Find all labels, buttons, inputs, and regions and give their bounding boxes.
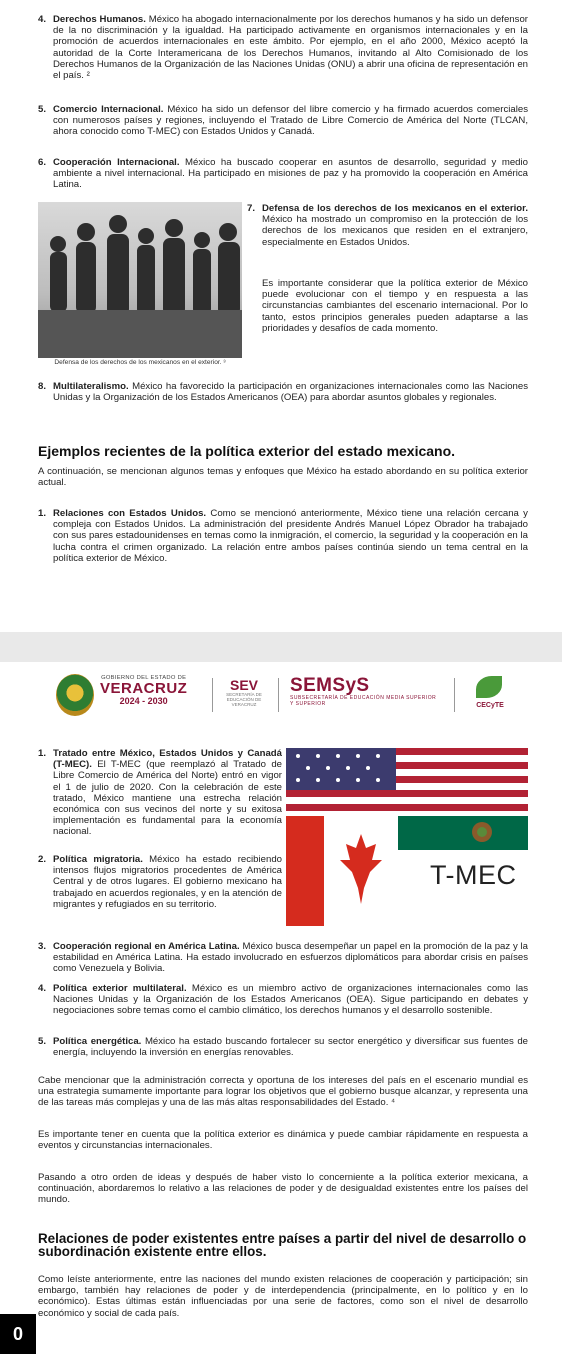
divider [212, 678, 213, 712]
item-number: 5. [38, 1036, 47, 1047]
item-text: México ha estado recibiendo intensos flujos migratorios procedentes de América Central y de otros lugares. El gobierno mexicano ha trabajado en acuerdos regionales, y en la atención de migrantes y refugiados en su territorio. [53, 854, 282, 910]
tmec-image [286, 748, 528, 938]
item-number: 2. [38, 854, 47, 865]
cecyte-logo: CECyTE [462, 676, 518, 716]
page-one [0, 0, 562, 632]
list-item-us-relations [38, 508, 528, 564]
item-number: 4. [38, 14, 47, 25]
paragraph-dynamic-policy: Es importante tener en cuenta que la política exterior es dinámica y puede cambiar rápidamente en respuesta a eventos y circunstancias internacionales. [38, 1129, 528, 1152]
intro-paragraph: A continuación, se mencionan algunos temas y enfoques que México ha estado abordando en su política exterior actual. [38, 466, 528, 489]
item-text: México ha buscado cooperar en asuntos de desarrollo, seguridad y medio ambiente a nivel internacional. Ha participado en misiones de paz y ha promovido la cooperación en América Latina. [53, 157, 528, 191]
migrants-photo [38, 202, 242, 367]
item-text: Como se mencionó anteriormente, México tiene una relación cercana y compleja con Estados Unidos. La administración del presidente Andrés Manuel López Obrador ha trabajado con sus pares estadounidenses en temas como la inmigración, el comercio, la seguridad y la cooperación en la lucha contra el crimen organizado. La relación entre ambos países continúa siendo un tema central en la política exterior de México. [53, 508, 528, 564]
flags-illustration [286, 748, 528, 938]
item-number: 8. [38, 381, 47, 392]
item-title: Derechos Humanos. [53, 14, 146, 25]
item-number: 1. [38, 508, 47, 519]
institution-header [56, 672, 526, 722]
tmec-label: T-MEC [430, 860, 517, 890]
item-title: Defensa de los derechos de los mexicanos en el exterior. [262, 203, 528, 214]
list-item-tmec [38, 748, 282, 838]
item-number: 7. [247, 203, 256, 214]
page-separator [0, 632, 562, 662]
item-text: México busca desempeñar un papel en la promoción de la paz y la estabilidad en América Latina. Ha estado involucrado en esfuerzos diplomáticos para abordar crisis en países como Venezuela y Bolivia. [53, 941, 528, 975]
page-number-badge: 0 [0, 1314, 36, 1354]
item-text: México ha estado buscando fortalecer su sector energético y diversificar sus fuentes de energía, incluyendo la inversión en energías renovables. [53, 1036, 528, 1059]
divider [454, 678, 455, 712]
item-number: 1. [38, 748, 47, 759]
item-title: Relaciones con Estados Unidos. [53, 508, 207, 519]
section-heading: Relaciones de poder existentes entre países a partir del nivel de desarrollo o subordinación existente entre ellos. [38, 1231, 527, 1259]
section-heading: Ejemplos recientes de la política exterior del estado mexicano. [38, 443, 456, 459]
item-title: Política migratoria. [53, 854, 143, 865]
government-logo: GOBIERNO DEL ESTADO DE VERACRUZ 2024 - 2030 [100, 675, 188, 706]
foreign-policy-note: Es importante considerar que la política exterior de México puede evolucionar con el tiempo y en respuesta a las circunstancias cambiantes del escenario internacional. Por lo tanto, estos principios generales pueden adaptarse a las prioridades y desafíos de cada momento. [262, 278, 528, 334]
item-title: Cooperación Internacional. [53, 157, 180, 168]
item-number: 6. [38, 157, 47, 168]
item-title: Cooperación regional en América Latina. [53, 941, 240, 952]
item-title: Tratado entre México, Estados Unidos y Canadá (T-MEC). [53, 748, 282, 771]
item-title: Política exterior multilateral. [53, 983, 187, 994]
item-text: México ha abogado internacionalmente por los derechos humanos y ha sido un defensor de la no discriminación y la igualdad. Ha participado activamente en organismos internacionales y en la promoción de acuerdos internacionales en este ámbito. Por ejemplo, en el año 2000, México aceptó la autoridad de la Corte Interamericana de los Derechos Humanos, invitando al Alto Comisionado de los Derechos Humanos de la Organización de las Naciones Unidas (ONU) a abrir una oficina de representación en el país. ² [53, 14, 528, 82]
veracruz-seal-icon [56, 674, 94, 716]
us-flag-icon [286, 748, 528, 818]
item-text: El T-MEC (que reemplazó al Tratado de Libre Comercio de América del Norte) entró en vigor el 1 de julio de 2020. Con la celebración de este tratado, México mantiene una estrecha relación económica con sus vecinos del norte y su exitosa implementación es fundamental para la economía nacional. [53, 759, 282, 838]
list-item-multilateralism [38, 381, 528, 403]
sev-logo: SEV SECRETARÍA DE EDUCACIÓN DE VERACRUZ [226, 677, 262, 707]
divider [278, 678, 279, 712]
list-item-energy-policy [38, 1036, 528, 1058]
item-text: México ha sido un defensor del libre comercio y ha firmado acuerdos comerciales con numerosos países y regiones, incluyendo el Tratado de Libre Comercio de América del Norte (TLCAN, ahora conocido como T-MEC) con Estados Unidos y Canadá. [53, 104, 528, 138]
item-number: 4. [38, 983, 47, 994]
list-item-regional-cooperation [38, 941, 528, 975]
photo-caption: Defensa de los derechos de los mexicanos en el exterior. ³ [38, 358, 242, 367]
item-title: Comercio Internacional. [53, 104, 164, 115]
list-item-mexicans-abroad [247, 203, 528, 248]
paragraph-administration: Cabe mencionar que la administración correcta y oportuna de los intereses del país en el escenario mundial es una estrategia sumamente importante para lograr los objetivos que el gobierno busque alcanzar, y representa una de las tareas más complejas y una de las más altas responsabilidades del Estado. ⁴ [38, 1075, 528, 1109]
canada-flag-icon [286, 816, 398, 926]
item-number: 5. [38, 104, 47, 115]
item-text: México ha mostrado un compromiso en la protección de los derechos de los mexicanos que residen en el extranjero, especialmente en Estados Unidos. [262, 214, 528, 248]
item-title: Multilateralismo. [53, 381, 129, 392]
list-item-migration-policy [38, 854, 282, 910]
item-text: México es un miembro activo de organizaciones internacionales como las Naciones Unidas y la Organización de los Estados Americanos (OEA). Sigue participando en debates y negociaciones sobre temas como el cambio climático, los derechos humanos y el desarrollo sostenible. [53, 983, 528, 1017]
silhouettes-illustration [38, 202, 242, 358]
paragraph-transition: Pasando a otro orden de ideas y después de haber visto lo concerniente a la política exterior mexicana, a continuación, abordaremos lo relativo a las relaciones de poder y de desigualdad existentes entre los países del mundo. [38, 1172, 528, 1206]
paragraph-power-relations: Como leíste anteriormente, entre las naciones del mundo existen relaciones de cooperación y participación; sin embargo, también hay relaciones de poder y de interdependencia (principalmente, en lo político y en lo económico). Estas últimas están influenciadas por una serie de factores, como son el nivel de desarrollo económico y social de cada país. [38, 1274, 528, 1319]
list-item-international-cooperation [38, 157, 528, 191]
leaf-icon [476, 676, 502, 698]
list-item-multilateral-policy [38, 983, 528, 1017]
item-number: 3. [38, 941, 47, 952]
list-item-international-trade [38, 104, 528, 138]
semsys-logo: SEMSyS SUBSECRETARÍA DE EDUCACIÓN MEDIA SUPERIOR Y SUPERIOR [290, 675, 437, 707]
item-text: México ha favorecido la participación en organizaciones internacionales como las Naciones Unidas y la Organización de los Estados Americanos (OEA) para abordar asuntos globales y regionales. [53, 381, 529, 404]
item-title: Política energética. [53, 1036, 142, 1047]
list-item-human-rights [38, 14, 528, 81]
